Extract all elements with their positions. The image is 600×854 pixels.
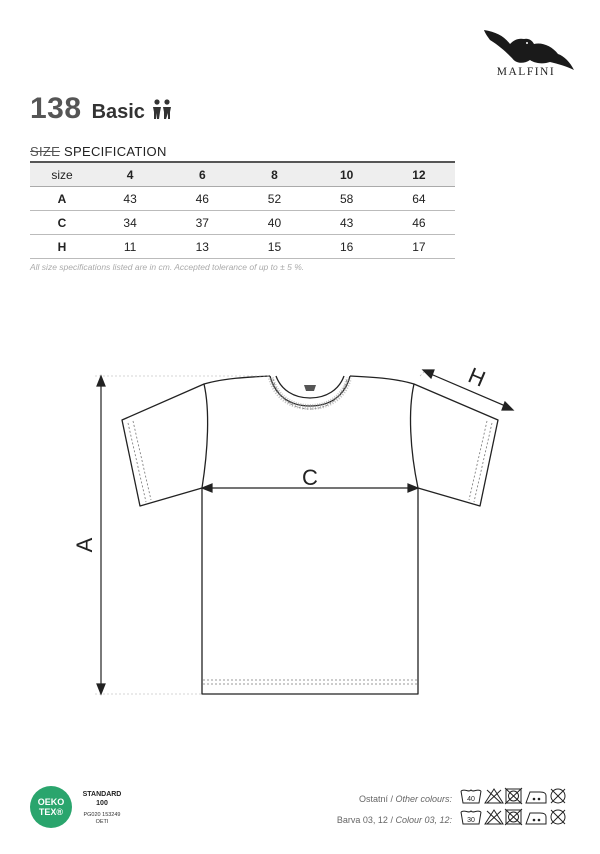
care-row1-icons (460, 787, 572, 805)
model-name: Basic (91, 101, 145, 123)
column-header: 4 (94, 162, 166, 187)
wash-temp-label: 40 (467, 796, 475, 803)
care-row2-label (292, 815, 452, 825)
oeko-badge-line2: TEX® (38, 807, 64, 817)
table-row (30, 187, 455, 211)
table-cell: 16 (311, 235, 383, 259)
guide-lines (95, 370, 426, 694)
tshirt-outline (122, 376, 498, 694)
table-cell: 46 (383, 211, 455, 235)
table-cell: 40 (238, 211, 310, 235)
oeko-standard (80, 790, 124, 808)
wash-30-icon (461, 811, 481, 824)
dimension-a-arrow (97, 376, 105, 694)
oeko-code-line2: OETI (95, 819, 109, 825)
no-dry-clean-icon (551, 810, 565, 824)
table-cell: 64 (383, 187, 455, 211)
kids-icon (151, 98, 173, 120)
table-cell: 11 (94, 235, 166, 259)
oeko-standard-line2: 100 (96, 800, 108, 807)
table-row (30, 211, 455, 235)
table-cell: 13 (166, 235, 238, 259)
care-row2-label-text: Barva 03, 12 / (336, 815, 396, 825)
table-cell: 34 (94, 211, 166, 235)
brand-name: MALFINI (496, 66, 556, 78)
no-tumble-dry-icon (505, 809, 522, 825)
care-row1-label-italic: Other colours: (395, 794, 452, 804)
product-title (30, 92, 173, 128)
table-row (30, 235, 455, 259)
dimension-a-label: A (72, 537, 97, 553)
no-tumble-dry-icon (505, 788, 522, 804)
neck-label-icon (304, 385, 316, 391)
table-cell: 46 (166, 187, 238, 211)
seam-stitching (128, 379, 492, 684)
size-spec-heading-text: SPECIFICATION (64, 144, 167, 159)
dimension-h-label: H (464, 362, 490, 392)
no-dry-clean-icon (551, 789, 565, 803)
oeko-tex-badge (30, 786, 72, 828)
table-cell: 52 (238, 187, 310, 211)
row-label: A (30, 187, 94, 211)
tolerance-note: All size specifications listed are in cm. Accepted tolerance of up to ± 5 %. (30, 262, 305, 272)
table-cell: 37 (166, 211, 238, 235)
care-row1-label-text: Ostatní / (358, 794, 396, 804)
column-header: 10 (311, 162, 383, 187)
no-bleach-icon (485, 789, 503, 803)
dimension-c-label: C (302, 465, 318, 490)
care-row2-label-italic: Colour 03, 12: (395, 815, 452, 825)
size-spec-heading-struck: SIZE (30, 144, 61, 159)
column-header: 6 (166, 162, 238, 187)
oeko-code-line1: PG020 153249 (83, 812, 121, 818)
wash-temp-label: 30 (467, 817, 475, 824)
row-label: H (30, 235, 94, 259)
collar-rib (271, 378, 349, 407)
column-header: 12 (383, 162, 455, 187)
care-row1-label (292, 794, 452, 804)
table-cell: 43 (311, 211, 383, 235)
model-number: 138 (30, 92, 82, 125)
care-row2-icons (460, 808, 572, 826)
table-header-row (30, 162, 455, 187)
iron-medium-icon (526, 813, 546, 824)
iron-medium-icon (526, 792, 546, 803)
size-spec-heading (30, 144, 167, 159)
table-cell: 43 (94, 187, 166, 211)
size-table (30, 161, 455, 259)
no-bleach-icon (485, 810, 503, 824)
oeko-code (80, 812, 124, 826)
column-header: 8 (238, 162, 310, 187)
table-cell: 58 (311, 187, 383, 211)
tshirt-diagram (0, 340, 600, 720)
wash-40-icon (461, 790, 481, 803)
table-cell: 15 (238, 235, 310, 259)
table-cell: 17 (383, 235, 455, 259)
oeko-standard-line1: STANDARD (82, 791, 122, 798)
row-label: C (30, 211, 94, 235)
column-header: size (30, 162, 94, 187)
oeko-badge-line1: OEKO (37, 797, 65, 807)
